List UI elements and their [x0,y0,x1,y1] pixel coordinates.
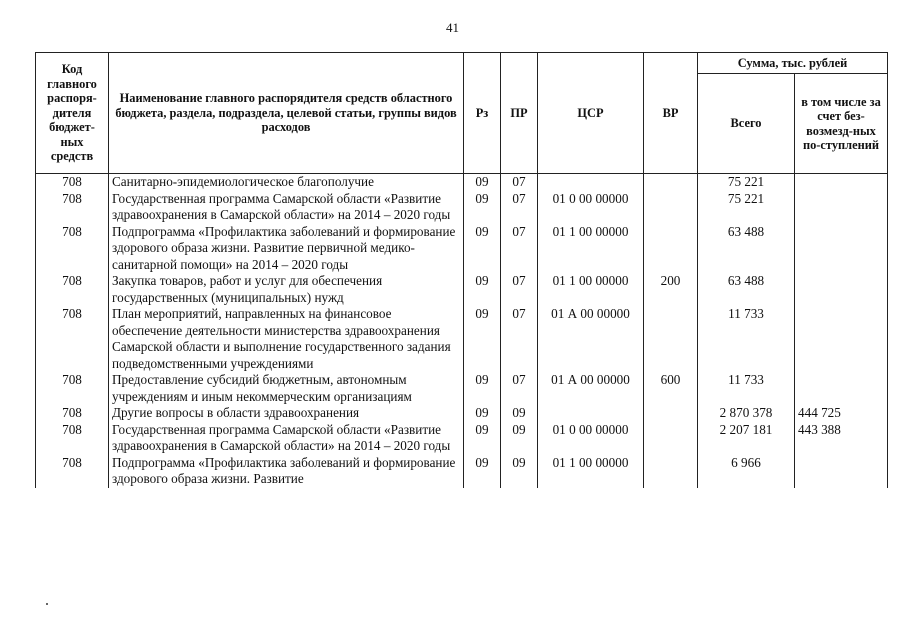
row-rz: 09 [464,224,501,274]
header-sum-group: Сумма, тыс. рублей [698,53,888,74]
row-vr: 600 [644,372,698,405]
table-row [36,422,888,455]
row-pr: 09 [501,455,538,488]
row-total: 11 733 [698,306,795,372]
table-row [36,306,888,372]
row-pr: 09 [501,422,538,455]
row-grants [795,191,888,224]
row-total: 75 221 [698,191,795,224]
row-code: 708 [36,174,109,191]
row-total: 2 870 378 [698,405,795,422]
row-vr [644,306,698,372]
row-vr: 200 [644,273,698,306]
row-total: 63 488 [698,273,795,306]
row-csr: 01 А 00 00000 [538,372,644,405]
row-rz: 09 [464,306,501,372]
row-name: Государственная программа Самарской области «Развитие здравоохранения в Самарской области» на 2014 – 2020 годы [109,422,464,455]
row-csr: 01 1 00 00000 [538,455,644,488]
row-rz: 09 [464,273,501,306]
row-csr: 01 0 00 00000 [538,422,644,455]
table-row [36,455,888,488]
row-pr: 07 [501,224,538,274]
row-name: Государственная программа Самарской области «Развитие здравоохранения в Самарской области» на 2014 – 2020 годы [109,191,464,224]
table-row [36,405,888,422]
row-name: План мероприятий, направленных на финансовое обеспечение деятельности министерства здравоохранения Самарской области и выполнение государственного задания подведомственными учреждениями [109,306,464,372]
row-grants: 444 725 [795,405,888,422]
row-code: 708 [36,455,109,488]
row-rz: 09 [464,405,501,422]
row-name: Другие вопросы в области здравоохранения [109,405,464,422]
row-total: 63 488 [698,224,795,274]
row-code: 708 [36,422,109,455]
row-grants [795,455,888,488]
scan-speck [46,603,48,605]
header-grants: в том числе за счет без-возмезд-ных по-ступлений [795,74,888,174]
row-csr: 01 1 00 00000 [538,273,644,306]
page-number: 41 [446,20,459,35]
row-grants [795,174,888,191]
row-rz: 09 [464,174,501,191]
row-grants [795,372,888,405]
header-total: Всего [698,74,795,174]
row-pr: 07 [501,372,538,405]
row-name: Предоставление субсидий бюджетным, автономным учреждениям и иным некоммерческим организациям [109,372,464,405]
row-rz: 09 [464,372,501,405]
row-csr: 01 1 00 00000 [538,224,644,274]
row-csr: 01 0 00 00000 [538,191,644,224]
row-csr [538,405,644,422]
row-pr: 07 [501,191,538,224]
row-code: 708 [36,273,109,306]
row-csr: 01 А 00 00000 [538,306,644,372]
row-name: Подпрограмма «Профилактика заболеваний и формирование здорового образа жизни. Развитие [109,455,464,488]
row-rz: 09 [464,191,501,224]
row-total: 6 966 [698,455,795,488]
row-rz: 09 [464,422,501,455]
table-row [36,372,888,405]
header-code: Код главного распоря-дителя бюджет-ных средств [36,53,109,174]
table-row [36,174,888,191]
row-code: 708 [36,306,109,372]
row-rz: 09 [464,455,501,488]
header-csr: ЦСР [538,53,644,174]
table-body [36,174,888,488]
row-pr: 07 [501,306,538,372]
header-pr: ПР [501,53,538,174]
row-code: 708 [36,372,109,405]
row-grants [795,273,888,306]
table-row [36,191,888,224]
row-pr: 09 [501,405,538,422]
row-vr [644,455,698,488]
row-total: 2 207 181 [698,422,795,455]
row-csr [538,174,644,191]
row-grants [795,224,888,274]
budget-table [35,52,888,488]
row-name: Подпрограмма «Профилактика заболеваний и формирование здорового образа жизни. Развитие первичной медико-санитарной помощи» на 2014 – 2020 годы [109,224,464,274]
row-grants: 443 388 [795,422,888,455]
row-code: 708 [36,405,109,422]
table-row [36,273,888,306]
header-vr: ВР [644,53,698,174]
table-row [36,224,888,274]
row-total: 11 733 [698,372,795,405]
header-name: Наименование главного распорядителя средств областного бюджета, раздела, подраздела, целевой статьи, группы видов расходов [109,53,464,174]
row-name: Санитарно-эпидемиологическое благополучие [109,174,464,191]
row-name: Закупка товаров, работ и услуг для обеспечения государственных (муниципальных) нужд [109,273,464,306]
row-total: 75 221 [698,174,795,191]
row-code: 708 [36,191,109,224]
row-grants [795,306,888,372]
row-vr [644,174,698,191]
row-code: 708 [36,224,109,274]
row-vr [644,405,698,422]
row-vr [644,224,698,274]
header-rz: Рз [464,53,501,174]
row-pr: 07 [501,273,538,306]
row-vr [644,191,698,224]
row-vr [644,422,698,455]
row-pr: 07 [501,174,538,191]
